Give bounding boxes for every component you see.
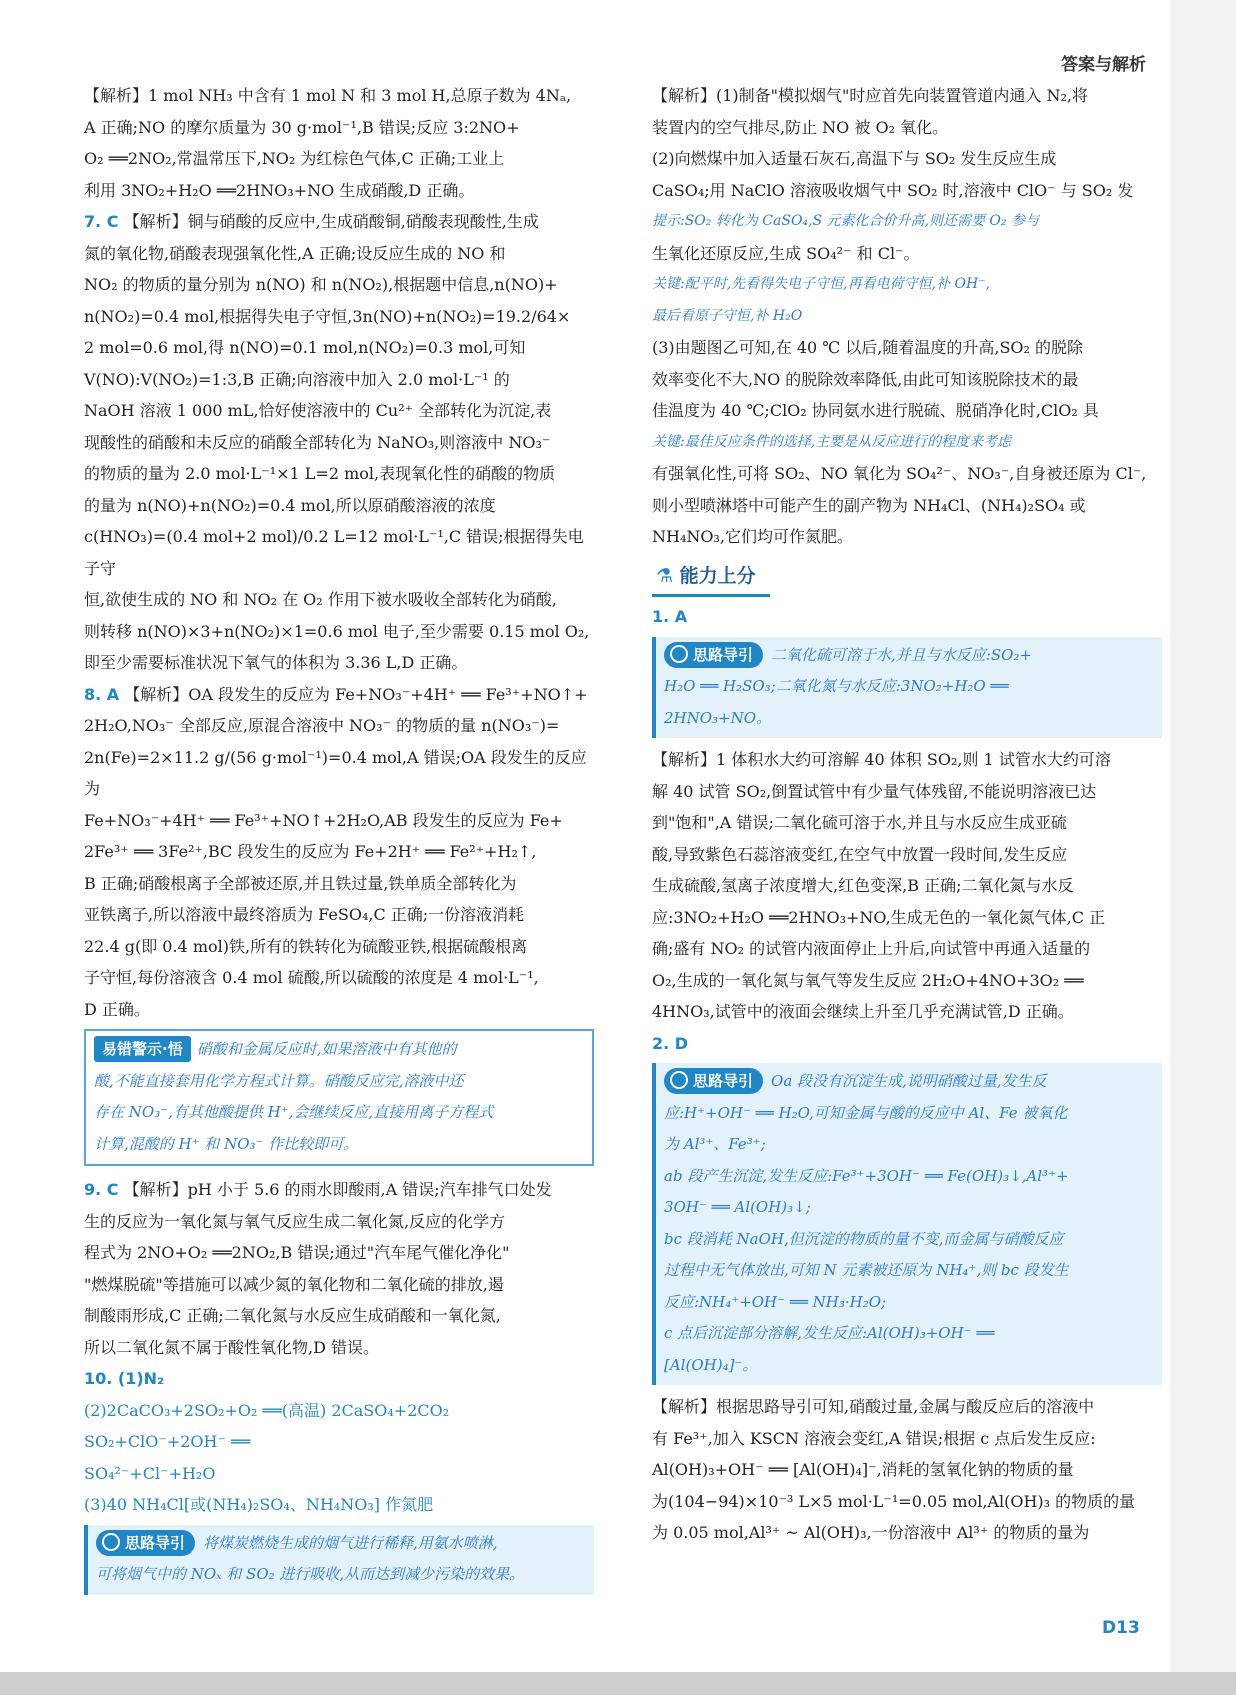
r-line: 【解析】(1)制备"模拟烟气"时应首先向装置管道内通入 N₂,将 bbox=[652, 86, 1088, 105]
warn-line: 计算,混酸的 H⁺ 和 NO₃⁻ 作比较即可。 bbox=[94, 1134, 359, 1153]
q8-line: D 正确。 bbox=[84, 999, 150, 1019]
target-icon bbox=[670, 645, 688, 663]
thinking-guide-box bbox=[84, 1525, 594, 1595]
guide-line: 思路导引 将煤炭燃烧生成的烟气进行稀释,用氨水喷淋, bbox=[96, 1527, 586, 1560]
a2-line: Al(OH)₃+OH⁻ ══ [Al(OH)₄]⁻,消耗的氢氧化钠的物质的量 bbox=[652, 1460, 1074, 1479]
warning-tag: 易错警示·悟 bbox=[94, 1036, 191, 1062]
target-icon bbox=[670, 1071, 688, 1089]
page-number: D13 bbox=[1102, 1618, 1140, 1638]
guide-line: [Al(OH)₄]⁻。 bbox=[664, 1355, 758, 1374]
r-line: (2)向燃煤中加入适量石灰石,高温下与 SO₂ 发生反应生成 bbox=[652, 149, 1057, 168]
a1-line: 解 40 试管 SO₂,倒置试管中有少量气体残留,不能说明溶液已达 bbox=[652, 781, 1097, 801]
r-line: 效率变化不大,NO 的脱除效率降低,由此可知该脱除技术的最 bbox=[652, 369, 1079, 389]
q10-block bbox=[84, 1363, 594, 1521]
q8-line: B 正确;硝酸根离子全部被还原,并且铁过量,铁单质全部转化为 bbox=[84, 873, 517, 893]
a1-line: 应:3NO₂+H₂O ══2HNO₃+NO,生成无色的一氧化氮气体,C 正 bbox=[652, 907, 1106, 927]
scan-edge bbox=[0, 1672, 1236, 1695]
q7-line: 即至少需要标准状况下氧气的体积为 3.36 L,D 正确。 bbox=[84, 653, 468, 672]
q7-line: 则转移 n(NO)×3+n(NO₂)×1=0.6 mol 电子,至少需要 0.15 mol O₂, bbox=[84, 621, 590, 641]
q7-line: 的物质的量为 2.0 mol·L⁻¹×1 L=2 mol,表现氧化性的硝酸的物质 bbox=[84, 464, 556, 483]
a1-answer: 1. A bbox=[652, 607, 688, 626]
guide-line: 过程中无气体放出,可知 N 元素被还原为 NH₄⁺,则 bc 段发生 bbox=[664, 1261, 1069, 1279]
key-note: 关键:最佳反应条件的选择,主要是从反应进行的程度来考虑 bbox=[652, 433, 1012, 450]
r-line: 有强氧化性,可将 SO₂、NO 氧化为 SO₄²⁻、NO₃⁻,自身被还原为 Cl⁻, bbox=[652, 464, 1147, 483]
a1-line: 到"饱和",A 错误;二氧化硫可溶于水,并且与水反应生成亚硫 bbox=[652, 813, 1067, 832]
q8-line: 子守恒,每份溶液含 0.4 mol 硫酸,所以硫酸的浓度是 4 mol·L⁻¹, bbox=[84, 968, 539, 987]
q9-line: 制酸雨形成,C 正确;二氧化氮与水反应生成硝酸和一氧化氮, bbox=[84, 1306, 501, 1325]
q9-line: 所以二氧化氮不属于酸性氧化物,D 错误。 bbox=[84, 1337, 380, 1357]
q7-line: 现酸性的硝酸和未反应的硝酸全部转化为 NaNO₃,则溶液中 NO₃⁻ bbox=[84, 432, 551, 452]
flask-icon: ⚗ bbox=[656, 564, 680, 587]
page-header: 答案与解析 bbox=[1061, 55, 1146, 75]
q7-line: NaOH 溶液 1 000 mL,恰好使溶液中的 Cu²⁺ 全部转化为沉淀,表 bbox=[84, 401, 552, 420]
q9-line: 程式为 2NO+O₂ ══2NO₂,B 错误;通过"汽车尾气催化净化" bbox=[84, 1243, 510, 1262]
q10-answer: 10. (1)N₂ bbox=[84, 1369, 165, 1388]
q7-line: 的量为 n(NO)+n(NO₂)=0.4 mol,所以原硝酸溶液的浓度 bbox=[84, 495, 496, 515]
q9-line: "燃煤脱硫"等措施可以减少氮的氧化物和二氧化硫的排放,遏 bbox=[84, 1274, 504, 1294]
q7-block bbox=[84, 206, 594, 679]
warn-line: 存在 NO₃⁻,有其他酸提供 H⁺,会继续反应,直接用离子方程式 bbox=[94, 1103, 494, 1121]
q8-line: 亚铁离子,所以溶液中最终溶质为 FeSO₄,C 正确;一份溶液消耗 bbox=[84, 905, 525, 924]
q7-line: V(NO):V(NO₂)=1:3,B 正确;向溶液中加入 2.0 mol·L⁻¹ 的 bbox=[84, 369, 510, 389]
a1-line: 生成硫酸,氢离子浓度增大,红色变深,B 正确;二氧化氮与水反 bbox=[652, 876, 1074, 895]
a1-line: 【解析】1 体积水大约可溶解 40 体积 SO₂,则 1 试管水大约可溶 bbox=[652, 750, 1111, 769]
a2-line: 有 Fe³⁺,加入 KSCN 溶液会变红,A 错误;根据 c 点后发生反应: bbox=[652, 1428, 1096, 1448]
a1-line: 确;盛有 NO₂ 的试管内液面停止上升后,向试管中再通入适量的 bbox=[652, 939, 1091, 958]
q6-line: A 正确;NO 的摩尔质量为 30 g·mol⁻¹,B 错误;反应 3:2NO+ bbox=[84, 117, 520, 137]
error-warning-box bbox=[84, 1029, 594, 1166]
right-column bbox=[652, 80, 1162, 1549]
q7-line: 氮的氧化物,硝酸表现强氧化性,A 正确;设反应生成的 NO 和 bbox=[84, 243, 506, 263]
guide-line: H₂O ══ H₂SO₃;二氧化氮与水反应:3NO₂+H₂O ══ bbox=[664, 677, 1009, 695]
left-column bbox=[84, 80, 594, 1601]
a2-answer: 2. D bbox=[652, 1033, 689, 1053]
q8-block bbox=[84, 679, 594, 1026]
guide-line: 应:H⁺+OH⁻ ══ H₂O,可知金属与酸的反应中 Al、Fe 被氧化 bbox=[664, 1103, 1068, 1122]
guide-line: 反应:NH₄⁺+OH⁻ ══ NH₃·H₂O; bbox=[664, 1292, 887, 1311]
guide-line: ab 段产生沉淀,发生反应:Fe³⁺+3OH⁻ ══ Fe(OH)₃↓,Al³⁺+ bbox=[664, 1166, 1069, 1185]
guide-line: c 点后沉淀部分溶解,发生反应:Al(OH)₃+OH⁻ ══ bbox=[664, 1324, 995, 1342]
q7-line: n(NO₂)=0.4 mol,根据得失电子守恒,3n(NO)+n(NO₂)=19.2/64× bbox=[84, 306, 571, 326]
r-line: 生氧化还原反应,生成 SO₄²⁻ 和 Cl⁻。 bbox=[652, 243, 920, 263]
thinking-guide-box bbox=[652, 637, 1162, 739]
q7-line: 7. C 【解析】铜与硝酸的反应中,生成硝酸铜,硝酸表现酸性,生成 bbox=[84, 212, 539, 231]
q8-line: 2Fe³⁺ ══ 3Fe²⁺,BC 段发生的反应为 Fe+2H⁺ ══ Fe²⁺+H₂↑, bbox=[84, 842, 537, 861]
q7-line: c(HNO₃)=(0.4 mol+2 mol)/0.2 L=12 mol·L⁻¹,C 错误;根据得失电子守 bbox=[84, 527, 584, 578]
guide-line: 2HNO₃+NO。 bbox=[664, 708, 772, 727]
r-line: (3)由题图乙可知,在 40 ℃ 以后,随着温度的升高,SO₂ 的脱除 bbox=[652, 338, 1084, 357]
guide-line: 思路导引 Oa 段没有沉淀生成,说明硝酸过量,发生反 bbox=[664, 1065, 1154, 1098]
q7-answer: 7. C bbox=[84, 212, 119, 231]
q9-line: 9. C 【解析】pH 小于 5.6 的雨水即酸雨,A 错误;汽车排气口处发 bbox=[84, 1180, 552, 1199]
key-note: 关键:配平时,先看得失电子守恒,再看电荷守恒,补 OH⁻, bbox=[652, 276, 991, 292]
a1-line: 4HNO₃,试管中的液面会继续上升至几乎充满试管,D 正确。 bbox=[652, 1002, 1074, 1021]
hint-note: 提示:SO₂ 转化为 CaSO₄,S 元素化合价升高,则还需要 O₂ 参与 bbox=[652, 213, 1039, 229]
a2-line: 为(104−94)×10⁻³ L×5 mol·L⁻¹=0.05 mol,Al(OH)₃ 的物质的量 bbox=[652, 1491, 1136, 1511]
q7-line: NO₂ 的物质的量分别为 n(NO) 和 n(NO₂),根据题中信息,n(NO)+ bbox=[84, 275, 558, 294]
guide-tag: 思路导引 bbox=[96, 1530, 195, 1556]
q7-line: 2 mol=0.6 mol,得 n(NO)=0.1 mol,n(NO₂)=0.3 mol,可知 bbox=[84, 338, 526, 357]
guide-line: 为 Al³⁺、Fe³⁺; bbox=[664, 1135, 766, 1153]
guide-line: 3OH⁻ ══ Al(OH)₃↓; bbox=[664, 1198, 811, 1216]
q8-answer: 8. A bbox=[84, 684, 120, 704]
q8-line: 8. A 【解析】OA 段发生的反应为 Fe+NO₃⁻+4H⁺ ══ Fe³⁺+NO↑+ bbox=[84, 684, 588, 704]
warn-line: 易错警示·悟 硝酸和金属反应时,如果溶液中有其他的 bbox=[94, 1033, 582, 1066]
q9-line: 生的反应为一氧化氮与氧气反应生成二氧化氮,反应的化学方 bbox=[84, 1211, 506, 1231]
q6-line: O₂ ══2NO₂,常温常压下,NO₂ 为红棕色气体,C 正确;工业上 bbox=[84, 149, 505, 168]
q10-line: (2)2CaCO₃+2SO₂+O₂ ══(高温) 2CaSO₄+2CO₂ SO₂+ClO⁻+2OH⁻ ══ bbox=[84, 1400, 450, 1451]
page-gutter bbox=[1170, 0, 1236, 1695]
q9-answer: 9. C bbox=[84, 1180, 119, 1199]
section-title: ⚗ 能力上分 bbox=[652, 559, 770, 598]
guide-tag: 思路导引 bbox=[664, 1068, 763, 1094]
q6-line: 利用 3NO₂+H₂O ══2HNO₃+NO 生成硝酸,D 正确。 bbox=[84, 180, 475, 200]
a2-line: 【解析】根据思路导引可知,硝酸过量,金属与酸反应后的溶液中 bbox=[652, 1397, 1095, 1416]
q8-line: 2H₂O,NO₃⁻ 全部反应,原混合溶液中 NO₃⁻ 的物质的量 n(NO₃⁻)= bbox=[84, 716, 560, 735]
q6-line: 【解析】1 mol NH₃ 中含有 1 mol N 和 3 mol H,总原子数为 4Nₐ, bbox=[84, 86, 572, 105]
a2-line: 为 0.05 mol,Al³⁺ ~ Al(OH)₃,一份溶液中 Al³⁺ 的物质的量为 bbox=[652, 1523, 1090, 1542]
q8-line: Fe+NO₃⁻+4H⁺ ══ Fe³⁺+NO↑+2H₂O,AB 段发生的反应为 Fe+ bbox=[84, 810, 563, 830]
guide-line: bc 段消耗 NaOH,但沉淀的物质的量不变,而金属与硝酸反应 bbox=[664, 1229, 1064, 1248]
warn-line: 酸,不能直接套用化学方程式计算。硝酸反应完,溶液中还 bbox=[94, 1071, 464, 1090]
guide-line: 可将烟气中的 NOₓ 和 SO₂ 进行吸收,从而达到减少污染的效果。 bbox=[96, 1565, 525, 1583]
guide-tag: 思路导引 bbox=[664, 642, 763, 668]
target-icon bbox=[102, 1533, 120, 1551]
r-line: NH₄NO₃,它们均可作氮肥。 bbox=[652, 527, 853, 546]
r-line: CaSO₄;用 NaClO 溶液吸收烟气中 SO₂ 时,溶液中 ClO⁻ 与 SO₂ 发 bbox=[652, 180, 1134, 200]
r-line: 装置内的空气排尽,防止 NO 被 O₂ 氧化。 bbox=[652, 117, 949, 137]
r-line: 则小型喷淋塔中可能产生的副产物为 NH₄Cl、(NH₄)₂SO₄ 或 bbox=[652, 495, 1086, 515]
q8-line: 2n(Fe)=2×11.2 g/(56 g·mol⁻¹)=0.4 mol,A 错误;OA 段发生的反应为 bbox=[84, 747, 587, 798]
key-note: 最后看原子守恒,补 H₂O bbox=[652, 307, 803, 324]
q8-line: 22.4 g(即 0.4 mol)铁,所有的铁转化为硫酸亚铁,根据硫酸根离 bbox=[84, 936, 528, 956]
q9-block bbox=[84, 1174, 594, 1363]
a1-line: 酸,导致紫色石蕊溶液变红,在空气中放置一段时间,发生反应 bbox=[652, 844, 1068, 864]
guide-line: 思路导引 二氧化硫可溶于水,并且与水反应:SO₂+ bbox=[664, 639, 1154, 672]
thinking-guide-box bbox=[652, 1063, 1162, 1385]
q7-line: 恒,欲使生成的 NO 和 NO₂ 在 O₂ 作用下被水吸收全部转化为硝酸, bbox=[84, 590, 557, 609]
a1-line: O₂,生成的一氧化氮与氧气等发生反应 2H₂O+4NO+3O₂ ══ bbox=[652, 970, 1084, 990]
q10-line: (3)40 NH₄Cl[或(NH₄)₂SO₄、NH₄NO₃] 作氮肥 bbox=[84, 1495, 434, 1514]
r-line: 佳温度为 40 ℃;ClO₂ 协同氨水进行脱硫、脱硝净化时,ClO₂ 具 bbox=[652, 401, 1099, 420]
q10-line: SO₄²⁻+Cl⁻+H₂O bbox=[84, 1463, 216, 1483]
